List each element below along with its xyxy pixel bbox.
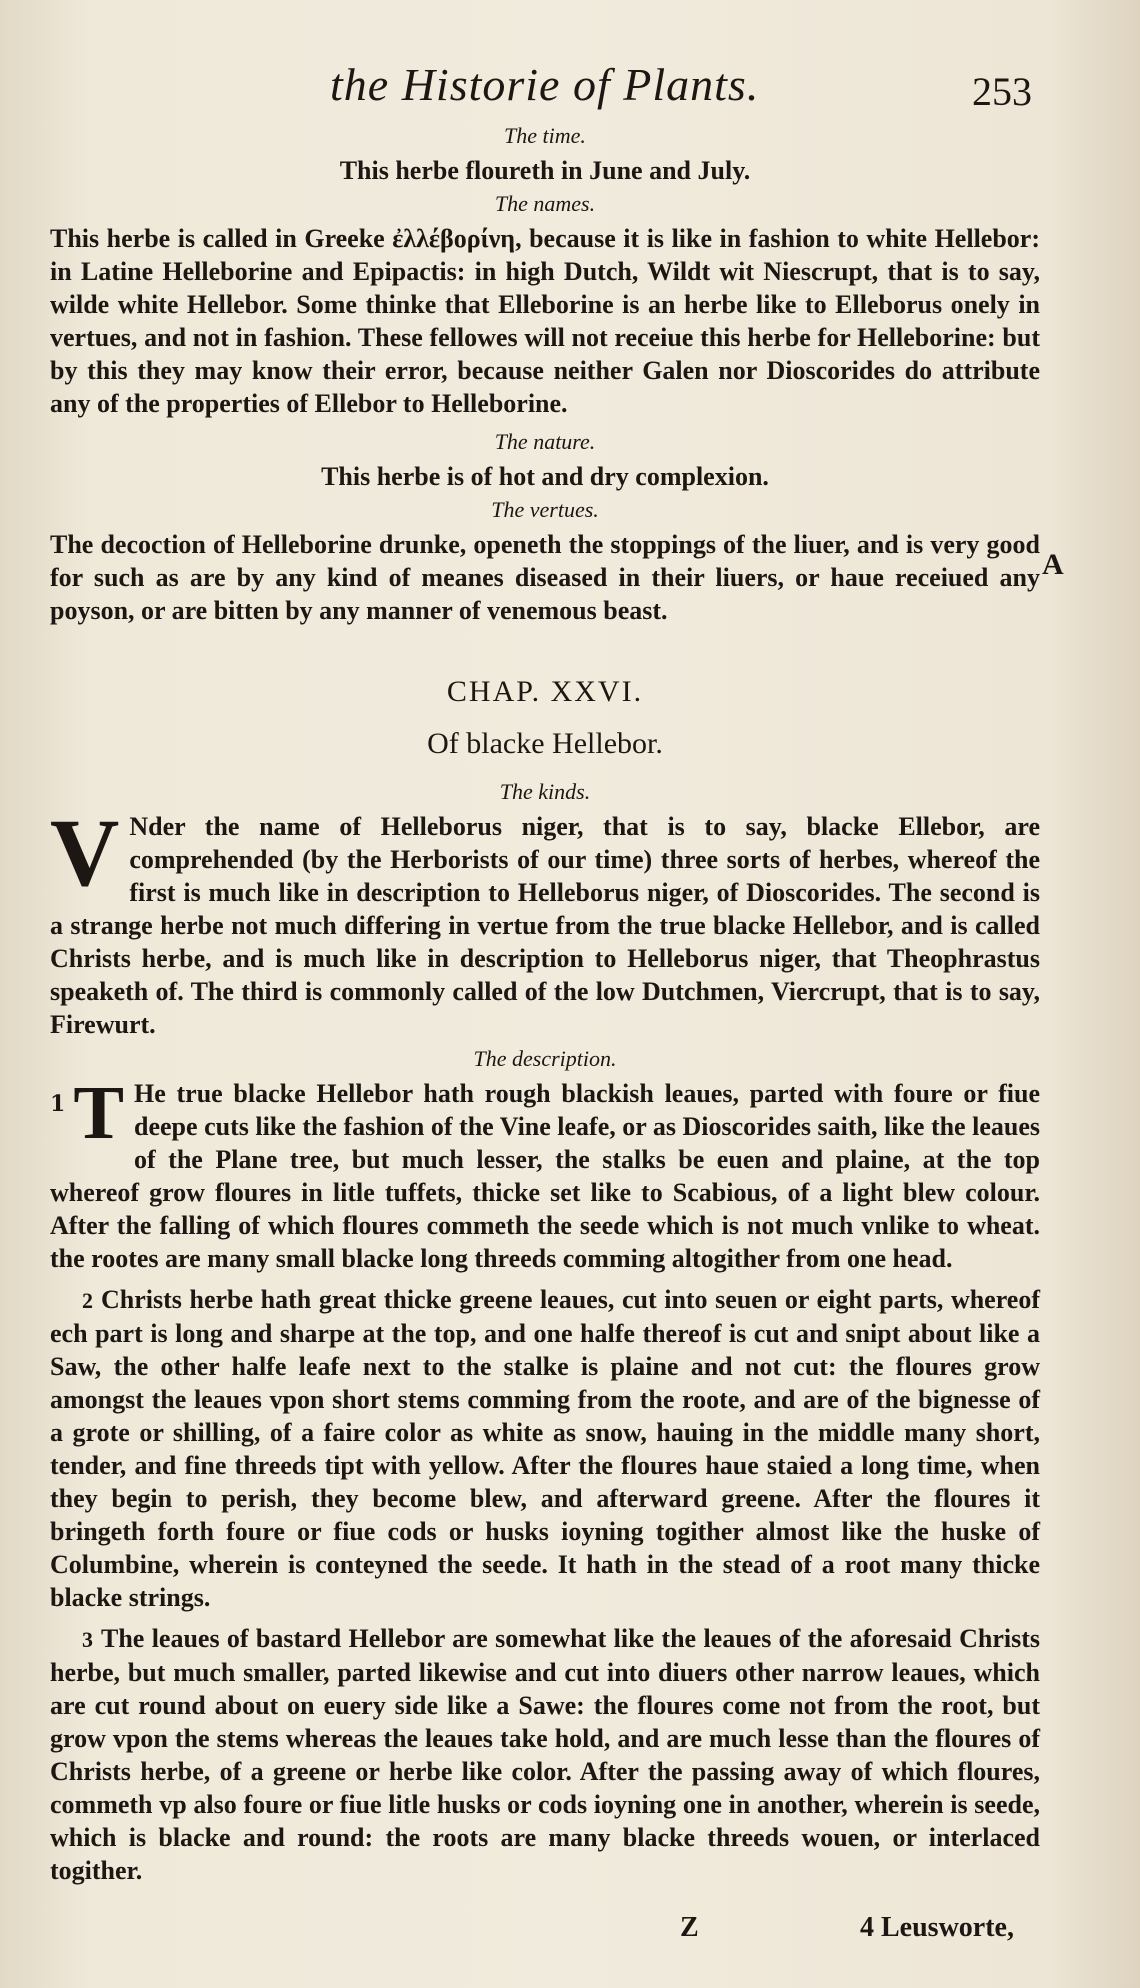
kinds-paragraph xyxy=(50,799,1040,1041)
signature-mark: Z xyxy=(680,1912,699,1943)
page-number: 253 xyxy=(972,69,1032,114)
description-text-3: The leaues of bastard Hellebor are somewhat like the leaues of the aforesaid Christs herbe, but much smaller, parted likewise and cut into diuers other narrow leaues, which are cut round about on euery side like a Sawe: the floures come not from the root, but grow vpon the stems whereas the leaues take hold, and are much lesse than the floures of Christs herbe, of a greene or herbe like color. After the passing away of which floures, commeth vp also foure or fiue litle husks or cods ioyning one in another, wherein is seede, which is blacke and round: the roots are many blacke threeds wouen, or interlaced togither. xyxy=(50,1624,1040,1885)
description-item-2 xyxy=(50,1283,1040,1614)
drop-cap-t: T xyxy=(73,1071,125,1155)
vertues-paragraph: The decoction of Helleborine drunke, openeth the stoppings of the liuer, and is very good for such as are by any kind of meanes diseased in their liuers, or haue receiued any poyson, or are bitten by any manner of venemous beast. xyxy=(50,530,1040,625)
kinds-text: Nder the name of Helleborus niger, that is to say, blacke Ellebor, are comprehended (by the Herborists of our time) three sorts of herbes, whereof the first is much like in description to Helleborus niger, of Dioscorides. The second is a strange herbe not much differing in vertue from the true blacke Hellebor, and is called Christs herbe, and is much like in description to Helleborus niger, that Theophrastus speaketh of. The third is commonly called of the low Dutchmen, Viercrupt, that is to say, Firewurt. xyxy=(50,812,1040,1039)
description-item-3 xyxy=(50,1622,1040,1887)
description-text-1: He true blacke Hellebor hath rough blackish leaues, parted with foure or fiue deepe cuts like the fashion of the Vine leafe, or as Dioscorides saith, like the leaues of the Plane tree, but much lesser, the stalks be euen and plaine, at the top whereof grow floures in litle tuffets, thicke set like to Scabious, of a light blew colour. After the falling of which floures commeth the seede which is not much vnlike to wheat. the rootes are many small blacke long threeds comming altogither from one head. xyxy=(50,1079,1040,1273)
description-item-1 xyxy=(50,1071,1040,1275)
section-previous-chapter xyxy=(50,120,1040,627)
catchword: 4 Leusworte, xyxy=(860,1912,1014,1943)
time-text: This herbe floureth in June and July. xyxy=(339,156,751,185)
chapter-number: CHAP. XXVI. xyxy=(446,675,644,708)
item-number-2: 2 xyxy=(82,1288,93,1313)
running-head: the Historie of Plants. xyxy=(330,59,760,110)
vertues-heading: The vertues. xyxy=(491,497,599,522)
margin-letter: A xyxy=(1042,548,1064,581)
nature-heading: The nature. xyxy=(494,429,596,454)
chapter-title: Of blacke Hellebor. xyxy=(427,727,663,760)
nature-text: This herbe is of hot and dry complexion. xyxy=(321,462,769,491)
drop-cap-v: V xyxy=(50,799,120,906)
names-heading: The names. xyxy=(494,191,596,216)
names-paragraph: This herbe is called in Greeke ἐλλέβορίνη, because it is like in fashion to white Hellebor: in Latine Helleborine and Epipactis: in high Dutch, Wildt wit Niescrupt, that is to say, wilde white Hellebor. Some thinke that Elleborine is an herbe like to Elleborus onely in vertues, and not in fashion. These fellowes will not receiue this herbe for Helleborine: but by this they may know their error, because neither Galen nor Dioscorides do attribute any of the properties of Ellebor to Helleborine. xyxy=(50,224,1040,418)
chapter-26 xyxy=(50,672,1040,1887)
description-text-2: Christs herbe hath great thicke greene leaues, cut into seuen or eight parts, whereof ech part is long and sharpe at the top, and one halfe thereof is cut and snipt about like a Saw, the other halfe leafe next to the stalke is plaine and not cut: the floures grow amongst the leaues vpon short stems comming from the roote, and are of the bignesse of a grote or shilling, of a faire color as white as snow, hauing in the middle many short, tender, and fine threeds tipt with yellow. After the floures haue staied a long time, when they begin to perish, they become blew, and afterward greene. After the floures it bringeth forth foure or fiue cods or husks ioyning togither almost like the huske of Columbine, wherein is conteyned the seede. It hath in the stead of a root many thicke blacke strings. xyxy=(50,1285,1040,1612)
item-number-3: 3 xyxy=(82,1627,93,1652)
item-number-1: 1 xyxy=(50,1091,66,1117)
time-heading: The time. xyxy=(504,123,586,148)
description-heading: The description. xyxy=(473,1046,617,1071)
kinds-heading: The kinds. xyxy=(499,779,591,804)
